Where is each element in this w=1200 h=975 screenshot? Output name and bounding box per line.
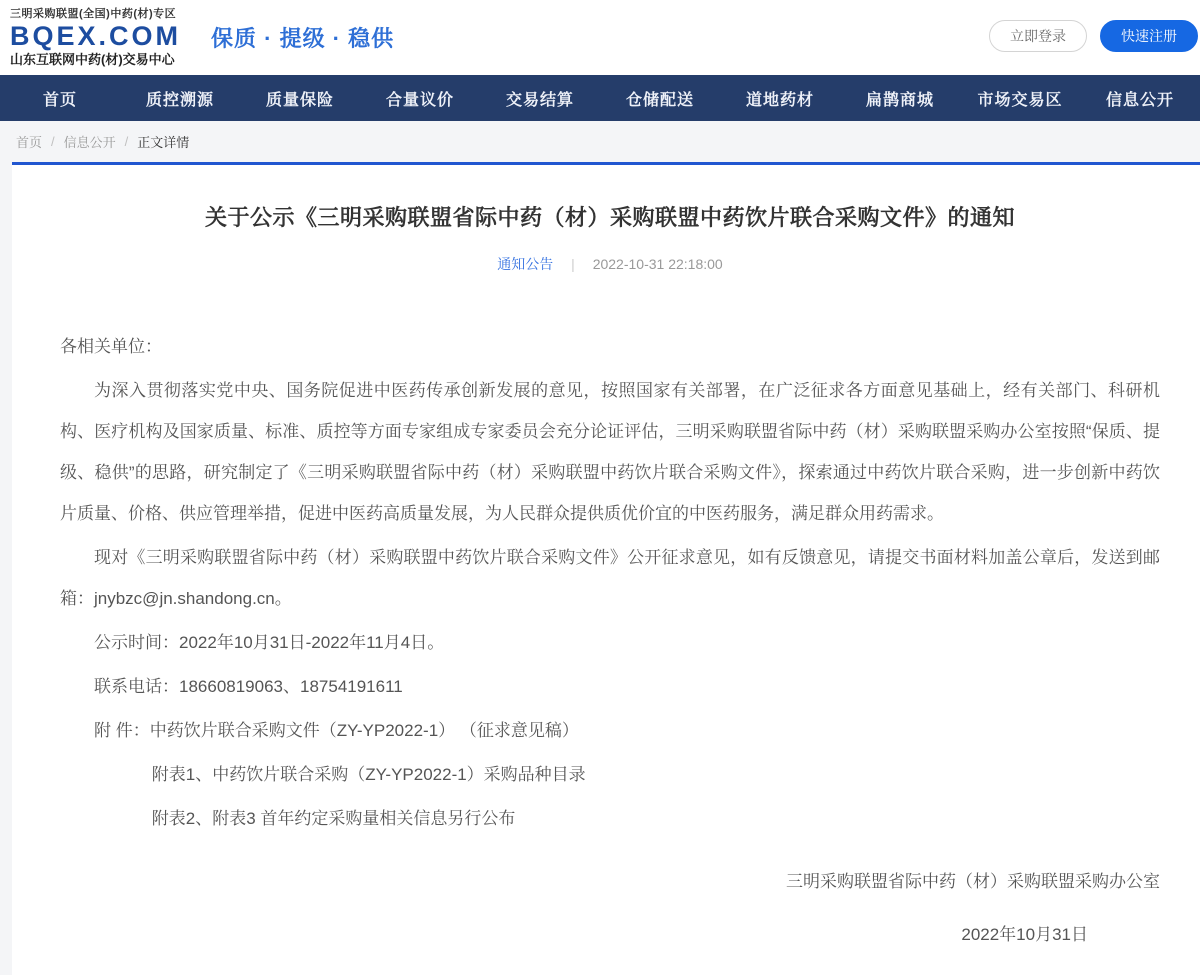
attachment-line: 附 件：中药饮片联合采购文件（ZY-YP2022-1） （征求意见稿） — [94, 721, 579, 740]
register-button[interactable]: 快速注册 — [1100, 20, 1198, 52]
article-body — [60, 326, 1160, 955]
nav-item-bianque-mall[interactable]: 扁鹊商城 — [865, 91, 934, 109]
article-meta — [60, 254, 1160, 274]
logo-tagline-bottom: 山东互联网中药(材)交易中心 — [10, 52, 175, 67]
breadcrumb-separator: / — [51, 134, 55, 149]
main-navigation — [0, 75, 1200, 121]
page-background — [0, 121, 1200, 975]
attachment-table-2-line: 附表2、附表3 首年约定采购量相关信息另行公布 — [151, 809, 516, 828]
site-slogan: 保质 · 提级 · 稳供 — [211, 26, 395, 51]
logo-main-text: BQEX.COM — [10, 21, 182, 51]
body-paragraph: 现对《三明采购联盟省际中药（材）采购联盟中药饮片联合采购文件》公开征求意见，如有反馈意见，请提交书面材料加盖公章后，发送到邮箱：jnybzc@jn.shandong.cn。 — [60, 548, 1160, 608]
signature-date: 2022年10月31日 — [961, 925, 1088, 944]
breadcrumb-info-disclosure[interactable]: 信息公开 — [63, 135, 116, 150]
login-button[interactable]: 立即登录 — [989, 20, 1087, 52]
nav-item-warehouse-delivery[interactable]: 仓储配送 — [625, 91, 694, 109]
body-paragraph: 为深入贯彻落实党中央、国务院促进中医药传承创新发展的意见，按照国家有关部署，在广泛征求各方面意见基础上，经有关部门、科研机构、医疗机构及国家质量、标准、质控等方面专家组成专家委员会充分论证评估，三明采购联盟省际中药（材）采购联盟采购办公室按照“保质、提级、稳供”的思路，研究制定了《三明采购联盟省际中药（材）采购联盟中药饮片联合采购文件》，探索通过中药饮片联合采购，进一步创新中药饮片质量、价格、供应管理举措，促进中医药高质量发展，为人民群众提供质优价宜的中医药服务，满足群众用药需求。 — [60, 381, 1160, 523]
article-category-link[interactable]: 通知公告 — [497, 256, 554, 272]
salutation: 各相关单位： — [60, 337, 162, 356]
nav-item-home[interactable]: 首页 — [42, 91, 77, 109]
nav-item-quality-insurance[interactable]: 质量保险 — [265, 91, 334, 109]
nav-item-market-trade-zone[interactable]: 市场交易区 — [977, 91, 1063, 109]
publicity-period-line: 公示时间：2022年10月31日-2022年11月4日。 — [94, 633, 445, 652]
nav-item-trade-settlement[interactable]: 交易结算 — [505, 91, 574, 109]
contact-phone-line: 联系电话：18660819063、18754191611 — [94, 677, 403, 696]
breadcrumb-current-page: 正文详情 — [137, 135, 190, 150]
site-header — [0, 0, 1200, 75]
signature-office: 三明采购联盟省际中药（材）采购联盟采购办公室 — [786, 872, 1160, 891]
article-card — [12, 162, 1200, 975]
logo-tagline-top: 三明采购联盟(全国)中药(材)专区 — [10, 8, 177, 20]
breadcrumb-home[interactable]: 首页 — [16, 135, 43, 150]
breadcrumb — [0, 121, 1200, 162]
site-logo[interactable] — [10, 9, 181, 66]
article-datetime: 2022-10-31 22:18:00 — [592, 256, 723, 272]
attachment-table-1-line: 附表1、中药饮片联合采购（ZY-YP2022-1）采购品种目录 — [151, 765, 586, 784]
nav-item-authentic-herbs[interactable]: 道地药材 — [745, 91, 814, 109]
nav-item-volume-negotiation[interactable]: 合量议价 — [385, 91, 454, 109]
header-actions — [989, 20, 1198, 52]
nav-item-quality-trace[interactable]: 质控溯源 — [145, 91, 214, 109]
meta-separator: | — [571, 256, 575, 272]
article-title: 关于公示《三明采购联盟省际中药（材）采购联盟中药饮片联合采购文件》的通知 — [204, 205, 1015, 230]
nav-item-info-disclosure[interactable]: 信息公开 — [1105, 91, 1174, 109]
breadcrumb-separator: / — [124, 134, 129, 149]
